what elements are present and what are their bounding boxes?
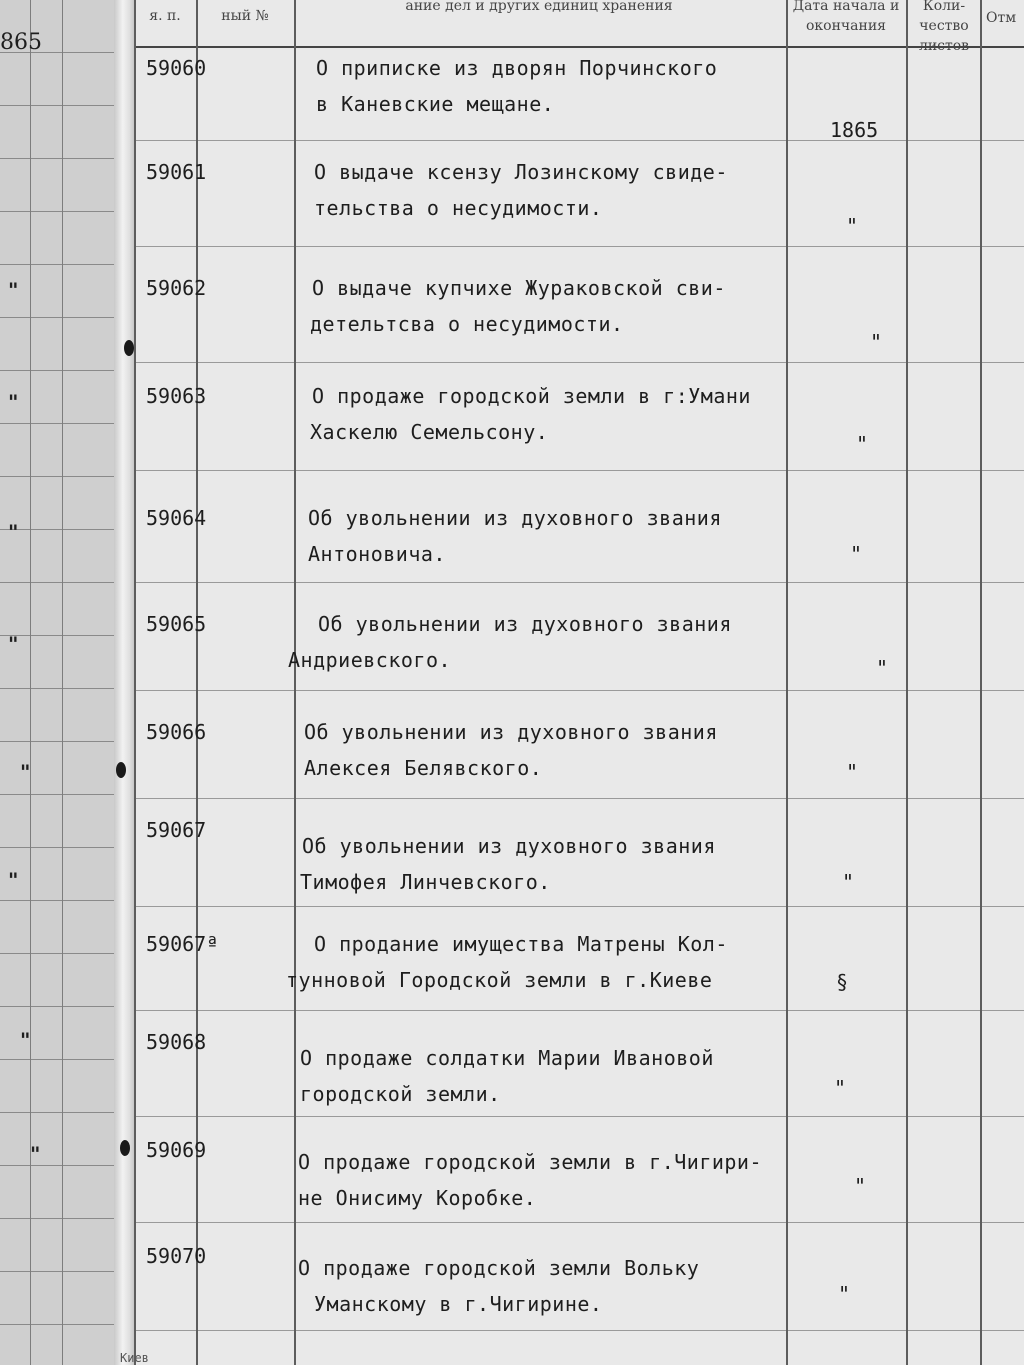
entry-number: 59062 [146, 276, 207, 300]
ruled-line [134, 1116, 1024, 1117]
entry-number: 59063 [146, 384, 207, 408]
entry-title-line1: О продание имущества Матрены Кол- [314, 932, 728, 956]
entry-title-line2: Антоновича. [308, 542, 446, 566]
ruled-line [134, 246, 1024, 247]
ruled-line [134, 140, 1024, 141]
left-page-ditto-mark: " [20, 760, 31, 784]
column-rule [294, 0, 296, 1365]
entry-number: 59068 [146, 1030, 207, 1054]
ruled-line [134, 1330, 1024, 1331]
ruled-line [134, 906, 1024, 907]
entry-date: " [834, 1076, 847, 1100]
ruled-line [134, 470, 1024, 471]
entry-number: 59067 [146, 818, 207, 842]
left-page-ditto-mark: " [8, 520, 19, 544]
left-page-ditto-mark: " [20, 1028, 31, 1052]
left-page-year: 865 [0, 30, 42, 55]
column-rule [980, 0, 982, 1365]
header-notes: Отм [986, 10, 1017, 26]
entry-title-line1: О продаже городской земли Вольку [298, 1256, 700, 1280]
entry-title-line1: Об увольнении из духовного звания [304, 720, 718, 744]
binding-hole [120, 1140, 130, 1156]
entry-date: " [838, 1282, 851, 1306]
entry-date: " [870, 330, 883, 354]
ruled-line [134, 362, 1024, 363]
ruled-line [134, 690, 1024, 691]
entry-number: 59064 [146, 506, 207, 530]
entry-title-line2: Алексея Белявского. [304, 756, 543, 780]
ruled-line [134, 1010, 1024, 1011]
entry-date: § [836, 970, 849, 994]
entry-date: " [842, 870, 855, 894]
entry-title-line1: Об увольнении из духовного звания [308, 506, 722, 530]
header-archive-number: ный № [221, 8, 269, 24]
ruled-line [134, 582, 1024, 583]
entry-date: " [846, 214, 859, 238]
entry-title-line2: детельтсва о несудимости. [310, 312, 624, 336]
entry-number: 59066 [146, 720, 207, 744]
entry-title-line2: Уманскому в г.Чигирине. [314, 1292, 603, 1316]
left-page-rule [62, 0, 63, 1365]
entry-title-line2: не Онисиму Коробке. [298, 1186, 537, 1210]
ruled-line [134, 798, 1024, 799]
entry-date: 1865 [830, 118, 879, 142]
entry-title-line2: Тимофея Линчевского. [300, 870, 551, 894]
entry-title-line1: О выдаче ксензу Лозинскому свиде- [314, 160, 728, 184]
entry-number: 59060 [146, 56, 207, 80]
entry-title-line1: О приписке из дворян Порчинского [316, 56, 718, 80]
entry-date: " [846, 760, 859, 784]
binding-hole [124, 340, 134, 356]
entry-title-line2: тельства о несудимости. [314, 196, 603, 220]
column-rule [134, 0, 136, 1365]
entry-title-line1: Об увольнении из духовного звания [302, 834, 716, 858]
binding-hole [116, 762, 126, 778]
left-page-ditto-mark: " [8, 868, 19, 892]
header-title: ание дел и других единиц хранения [405, 0, 673, 14]
entry-number: 59065 [146, 612, 207, 636]
entry-number: 59067ª [146, 932, 219, 956]
footer-fragment: Киев [120, 1351, 149, 1365]
column-rule [906, 0, 908, 1365]
header-divider [134, 46, 1024, 48]
header-sheets: Коли- чество листов [918, 0, 970, 54]
entry-date: " [850, 542, 863, 566]
entry-title-line2: тунновой Городской земли в г.Киеве [286, 968, 713, 992]
entry-title-line1: Об увольнении из духовного звания [318, 612, 732, 636]
entry-title-line2: городской земли. [300, 1082, 501, 1106]
entry-date: " [854, 1174, 867, 1198]
entry-number: 59069 [146, 1138, 207, 1162]
left-page-ditto-mark: " [30, 1142, 41, 1166]
header-date: Дата начала и окончания [792, 0, 900, 34]
entry-number: 59070 [146, 1244, 207, 1268]
entry-title-line1: О продаже городской земли в г.Чигири- [298, 1150, 763, 1174]
register-page [120, 0, 1024, 1365]
entry-date: " [856, 432, 869, 456]
book-gutter [114, 0, 136, 1365]
entry-title-line2: Хаскелю Семельсону. [310, 420, 549, 444]
entry-title-line1: О продаже солдатки Марии Ивановой [300, 1046, 714, 1070]
left-page-ditto-mark: " [8, 632, 19, 656]
entry-number: 59061 [146, 160, 207, 184]
left-page-ditto-mark: " [8, 278, 19, 302]
left-page [0, 0, 122, 1365]
entry-title-line1: О продаже городской земли в г:Умани [312, 384, 751, 408]
header-number: я. п. [149, 8, 181, 24]
entry-title-line2: Андриевского. [288, 648, 452, 672]
entry-date: " [876, 656, 889, 680]
column-rule [786, 0, 788, 1365]
left-page-ditto-mark: " [8, 390, 19, 414]
entry-title-line1: О выдаче купчихе Жураковской сви- [312, 276, 726, 300]
ruled-line [134, 1222, 1024, 1223]
entry-title-line2: в Каневские мещане. [316, 92, 555, 116]
